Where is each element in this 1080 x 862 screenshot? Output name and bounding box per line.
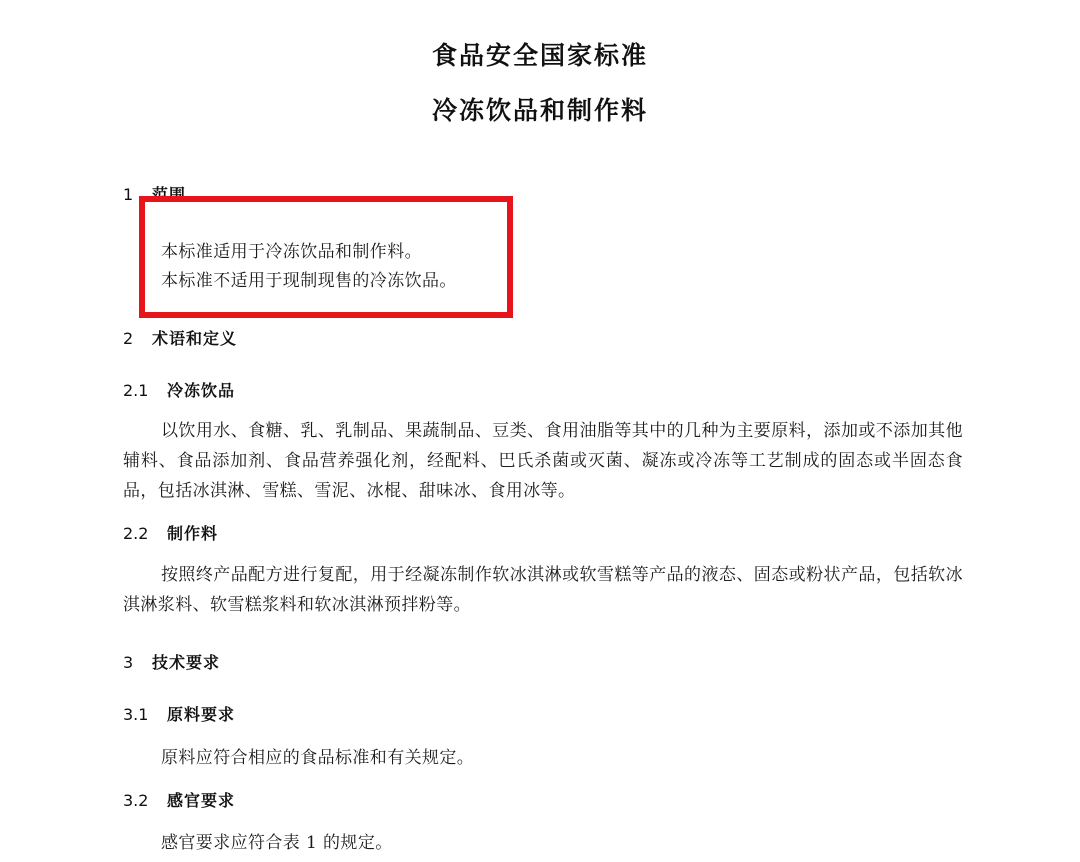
section-1-line-1: 本标准适用于冷冻饮品和制作料。	[161, 242, 422, 262]
document-subtitle: 冷冻饮品和制作料	[431, 96, 648, 125]
section-2-number: 2	[123, 329, 134, 348]
section-1-number: 1	[123, 185, 134, 204]
section-2-heading	[123, 326, 237, 349]
section-3-number: 3	[123, 653, 134, 672]
section-3-1-title: 原料要求	[167, 705, 236, 724]
section-2-1-number: 2.1	[123, 381, 149, 400]
section-3-heading	[123, 650, 220, 673]
section-3-1-paragraph: 原料应符合相应的食品标准和有关规定。	[161, 748, 475, 768]
section-2-title: 术语和定义	[152, 329, 238, 348]
section-3-2-number: 3.2	[123, 791, 149, 810]
section-2-2-paragraph: 按照终产品配方进行复配，用于经凝冻制作软冰淇淋或软雪糕等产品的液态、固态或粉状产品，包括软冰淇淋浆料、软雪糕浆料和软冰淇淋预拌粉等。	[123, 565, 963, 615]
section-3-2-paragraph: 感官要求应符合表 1 的规定。	[161, 833, 393, 853]
section-2-2-number: 2.2	[123, 524, 149, 543]
section-3-2-title: 感官要求	[167, 791, 236, 810]
section-2-2-title: 制作料	[167, 524, 219, 543]
section-3-title: 技术要求	[152, 653, 221, 672]
section-1-heading	[123, 182, 186, 205]
document-title: 食品安全国家标准	[431, 41, 648, 70]
section-3-1-heading	[123, 702, 235, 725]
section-3-1-number: 3.1	[123, 705, 149, 724]
section-1-line-2: 本标准不适用于现制现售的冷冻饮品。	[161, 271, 457, 291]
section-2-2-heading	[123, 521, 218, 544]
section-2-1-heading	[123, 378, 235, 401]
section-3-2-heading	[123, 788, 235, 811]
section-2-1-title: 冷冻饮品	[167, 381, 236, 400]
section-1-title: 范围	[152, 185, 187, 204]
section-2-1-paragraph: 以饮用水、食糖、乳、乳制品、果蔬制品、豆类、食用油脂等其中的几种为主要原料，添加或不添加其他辅料、食品添加剂、食品营养强化剂，经配料、巴氏杀菌或灭菌、凝冻或冷冻等工艺制成的固态或半固态食品，包括冰淇淋、雪糕、雪泥、冰棍、甜味冰、食用冰等。	[123, 421, 963, 501]
